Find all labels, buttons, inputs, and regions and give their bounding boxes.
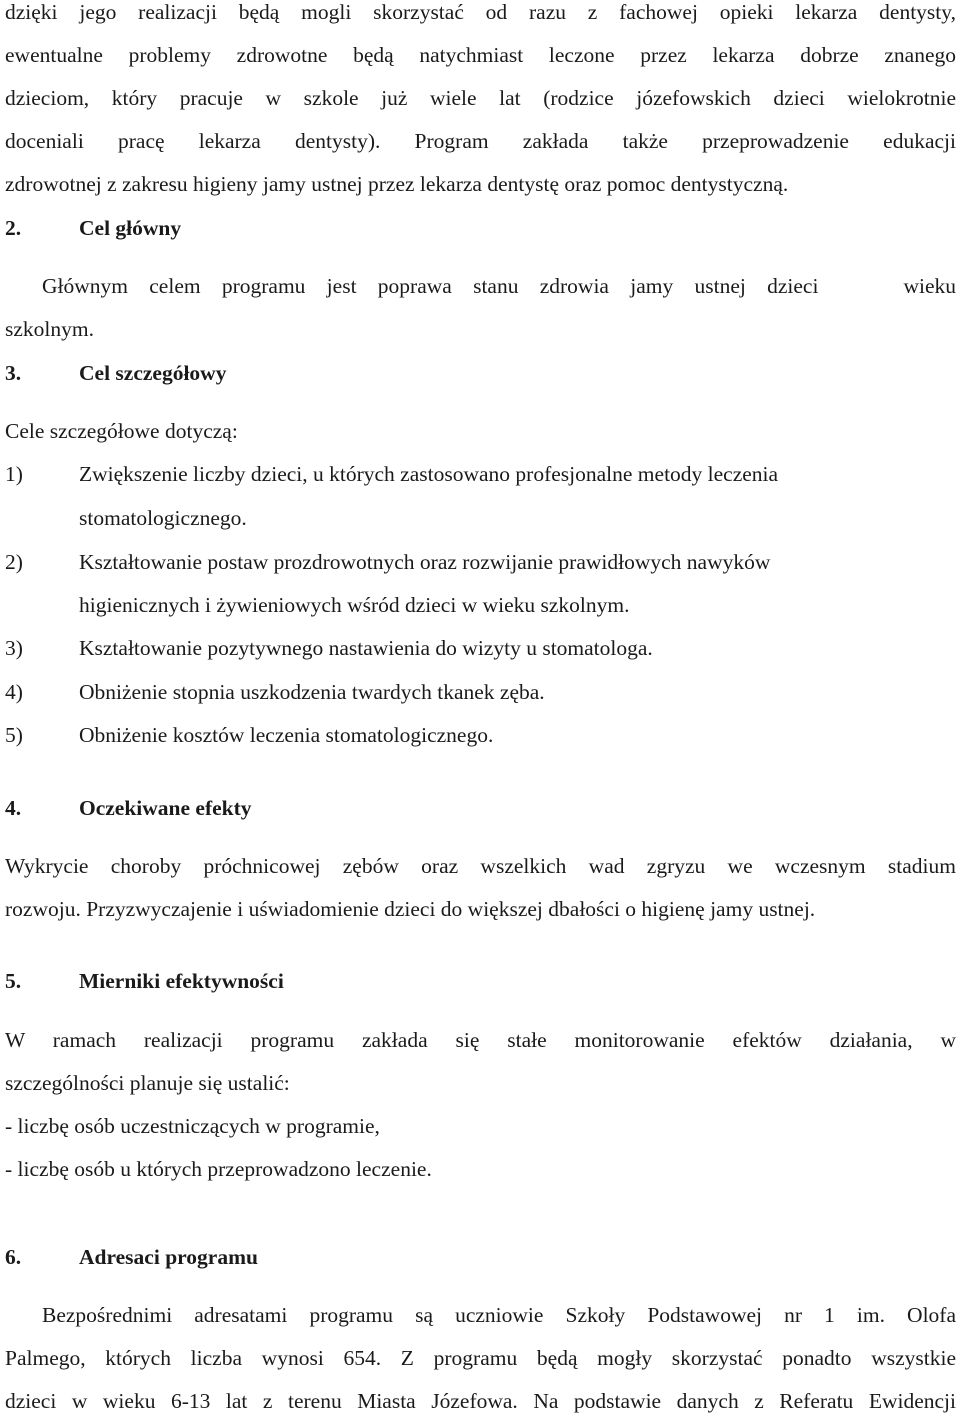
list-item xyxy=(5,720,956,750)
list-item-text: Obniżenie stopnia uszkodzenia twardych tkanek zęba. xyxy=(79,680,545,704)
list-item-number: 2) xyxy=(5,550,23,574)
effects-text: Wykrycie choroby próchnicowej zębów oraz wszelkich wad zgryzu we wczesnym stadium xyxy=(5,854,956,878)
list-item-text: Kształtowanie postaw prozdrowotnych oraz rozwijanie prawidłowych nawyków xyxy=(79,550,771,574)
main-goal-text: Głównym celem programu jest poprawa stanu zdrowia jamy ustnej dzieci wieku xyxy=(42,274,956,298)
intro-line: dzięki jego realizacji będą mogli skorzystać od razu z fachowej opieki lekarza dentysty, xyxy=(5,0,956,24)
measures-text: W ramach realizacji programu zakłada się stałe monitorowanie efektów działania, w xyxy=(5,1028,956,1052)
measures-bullet: - liczbę osób u których przeprowadzono leczenie. xyxy=(5,1157,432,1181)
section-number: 4. xyxy=(5,796,22,820)
section-heading xyxy=(5,1242,956,1272)
list-item xyxy=(5,633,956,663)
list-item-number: 1) xyxy=(5,462,23,486)
list-item-text: stomatologicznego. xyxy=(79,506,247,530)
list-item-text: Kształtowanie pozytywnego nastawienia do wizyty u stomatologa. xyxy=(79,636,653,660)
intro-line: zdrowotnej z zakresu higieny jamy ustnej przez lekarza dentystę oraz pomoc dentystyczną. xyxy=(5,172,789,196)
intro-line: doceniali pracę lekarza dentysty). Program zakłada także przeprowadzenie edukacji xyxy=(5,129,956,153)
list-item-text: Zwiększenie liczby dzieci, u których zastosowano profesjonalne metody leczenia xyxy=(79,462,779,486)
section-number: 3. xyxy=(5,361,22,385)
section-title: Cel główny xyxy=(79,216,182,240)
section-number: 2. xyxy=(5,216,22,240)
intro-line: ewentualne problemy zdrowotne będą natychmiast leczone przez lekarza dobrze znanego xyxy=(5,43,956,67)
measures-bullet: - liczbę osób uczestniczących w programie, xyxy=(5,1114,380,1138)
list-item xyxy=(5,459,956,489)
list-item xyxy=(5,677,956,707)
measures-text: szczególności planuje się ustalić: xyxy=(5,1071,290,1095)
list-item-continuation xyxy=(5,590,956,620)
section-number: 5. xyxy=(5,969,22,993)
main-goal-text: szkolnym. xyxy=(5,317,94,341)
list-item-number: 5) xyxy=(5,723,23,747)
intro-line: dzieciom, który pracuje w szkole już wiele lat (rodzice józefowskich dzieci wielokrotnie xyxy=(5,86,956,110)
section-heading xyxy=(5,213,956,243)
list-item-text: higienicznych i żywieniowych wśród dzieci w wieku szkolnym. xyxy=(79,593,630,617)
section-title: Cel szczegółowy xyxy=(79,361,227,385)
section-heading xyxy=(5,793,956,823)
list-item-text: Obniżenie kosztów leczenia stomatologicznego. xyxy=(79,723,494,747)
addressees-text: Bezpośrednimi adresatami programu są uczniowie Szkoły Podstawowej nr 1 im. Olofa xyxy=(42,1303,956,1327)
section-title: Oczekiwane efekty xyxy=(79,796,252,820)
section-heading xyxy=(5,966,956,996)
section-title: Adresaci programu xyxy=(79,1245,258,1269)
section-number: 6. xyxy=(5,1245,22,1269)
list-item xyxy=(5,547,956,577)
effects-text: rozwoju. Przyzwyczajenie i uświadomienie dzieci do większej dbałości o higienę jamy ustnej. xyxy=(5,897,816,921)
addressees-text: Palmego, których liczba wynosi 654. Z programu będą mogły skorzystać ponadto wszystkie xyxy=(5,1346,956,1370)
addressees-text: dzieci w wieku 6-13 lat z terenu Miasta Józefowa. Na podstawie danych z Referatu Ewidencji xyxy=(5,1389,956,1413)
list-item-number: 4) xyxy=(5,680,23,704)
section-heading xyxy=(5,358,956,388)
list-item-number: 3) xyxy=(5,636,23,660)
section-title: Mierniki efektywności xyxy=(79,969,284,993)
list-item-continuation xyxy=(5,503,956,533)
detailed-goals-intro: Cele szczegółowe dotyczą: xyxy=(5,419,238,443)
